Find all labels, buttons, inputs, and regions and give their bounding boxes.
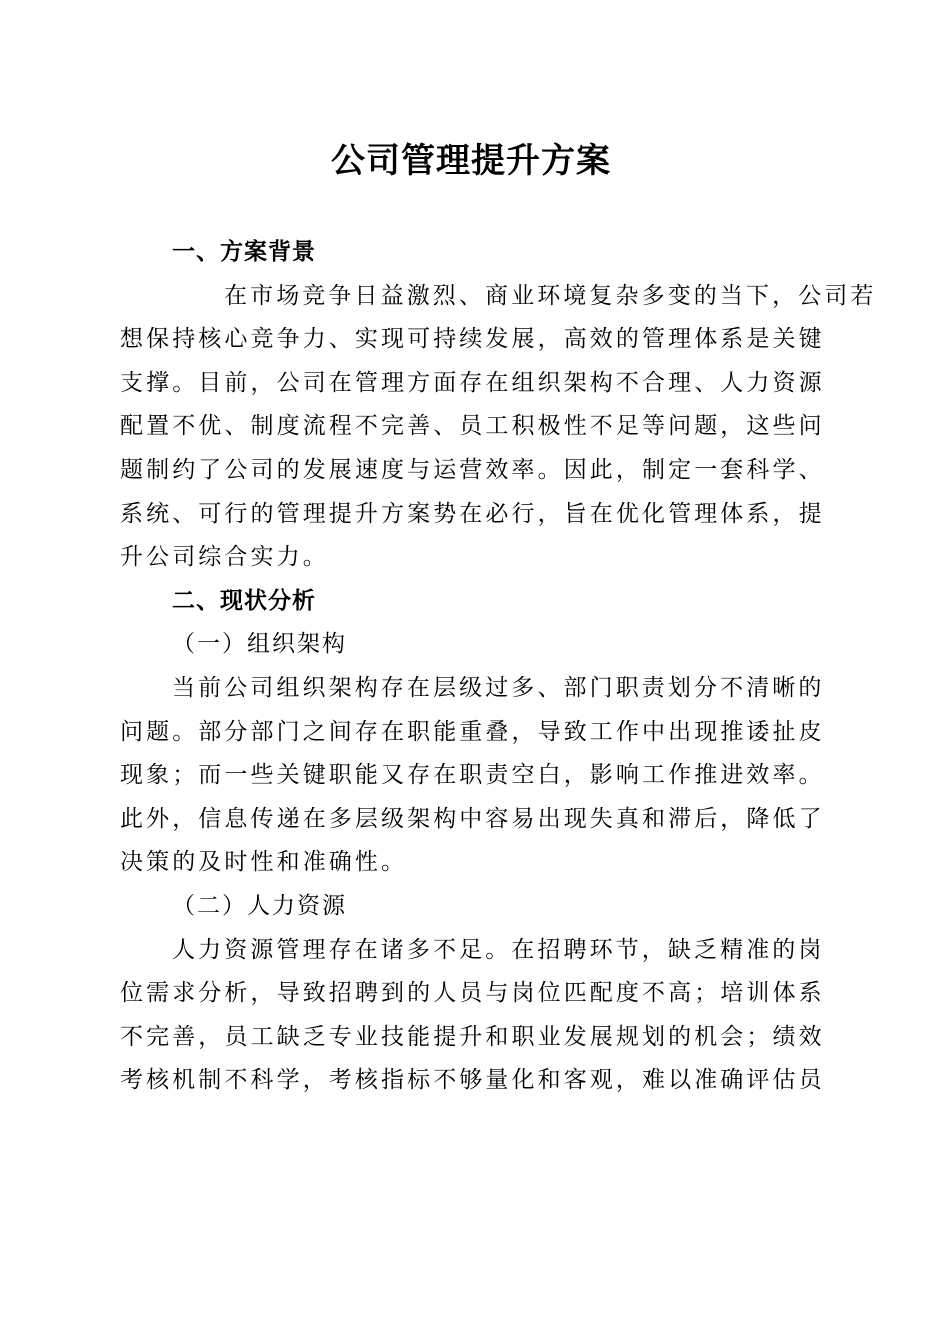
section-heading-background: 一、方案背景 xyxy=(172,239,316,265)
text-line: 在市场竞争日益激烈、商业环境复杂多变的当下，公司若 xyxy=(224,282,877,309)
text-line: 人力资源管理存在诸多不足。在招聘环节，缺乏精准的岗 xyxy=(172,936,825,963)
document-body xyxy=(120,231,877,1103)
document-title: 公司管理提升方案 xyxy=(331,141,611,181)
text-line: 系统、可行的管理提升方案势在必行，旨在优化管理体系，提 xyxy=(120,500,825,527)
paragraph-background xyxy=(120,275,877,580)
text-line: 考核机制不科学，考核指标不够量化和客观，难以准确评估员 xyxy=(120,1067,825,1094)
text-line: 配置不优、制度流程不完善、员工积极性不足等问题，这些问 xyxy=(120,413,825,440)
subsection-heading-hr: （二）人力资源 xyxy=(172,892,347,919)
paragraph-organization xyxy=(120,667,824,885)
text-line: 支撑。目前，公司在管理方面存在组织架构不合理、人力资源 xyxy=(120,369,825,396)
paragraph-hr xyxy=(120,929,824,1103)
text-line: 升公司综合实力。 xyxy=(120,544,329,571)
text-line: 位需求分析，导致招聘到的人员与岗位匹配度不高；培训体系 xyxy=(120,980,825,1007)
section-heading-status: 二、现状分析 xyxy=(172,587,316,614)
subsection-heading-organization: （一）组织架构 xyxy=(172,631,347,658)
text-line: 当前公司组织架构存在层级过多、部门职责划分不清晰的 xyxy=(172,674,825,701)
text-line: 不完善，员工缺乏专业技能提升和职业发展规划的机会；绩效 xyxy=(120,1023,825,1050)
text-line: 想保持核心竞争力、实现可持续发展，高效的管理体系是关键 xyxy=(120,326,825,353)
text-line: 问题。部分部门之间存在职能重叠，导致工作中出现推诿扯皮 xyxy=(120,718,825,745)
text-line: 决策的及时性和准确性。 xyxy=(120,849,408,876)
text-line: 题制约了公司的发展速度与运营效率。因此，制定一套科学、 xyxy=(120,456,825,483)
text-line: 现象；而一些关键职能又存在职责空白，影响工作推进效率。 xyxy=(120,762,825,789)
text-line: 此外，信息传递在多层级架构中容易出现失真和滞后，降低了 xyxy=(120,805,825,832)
